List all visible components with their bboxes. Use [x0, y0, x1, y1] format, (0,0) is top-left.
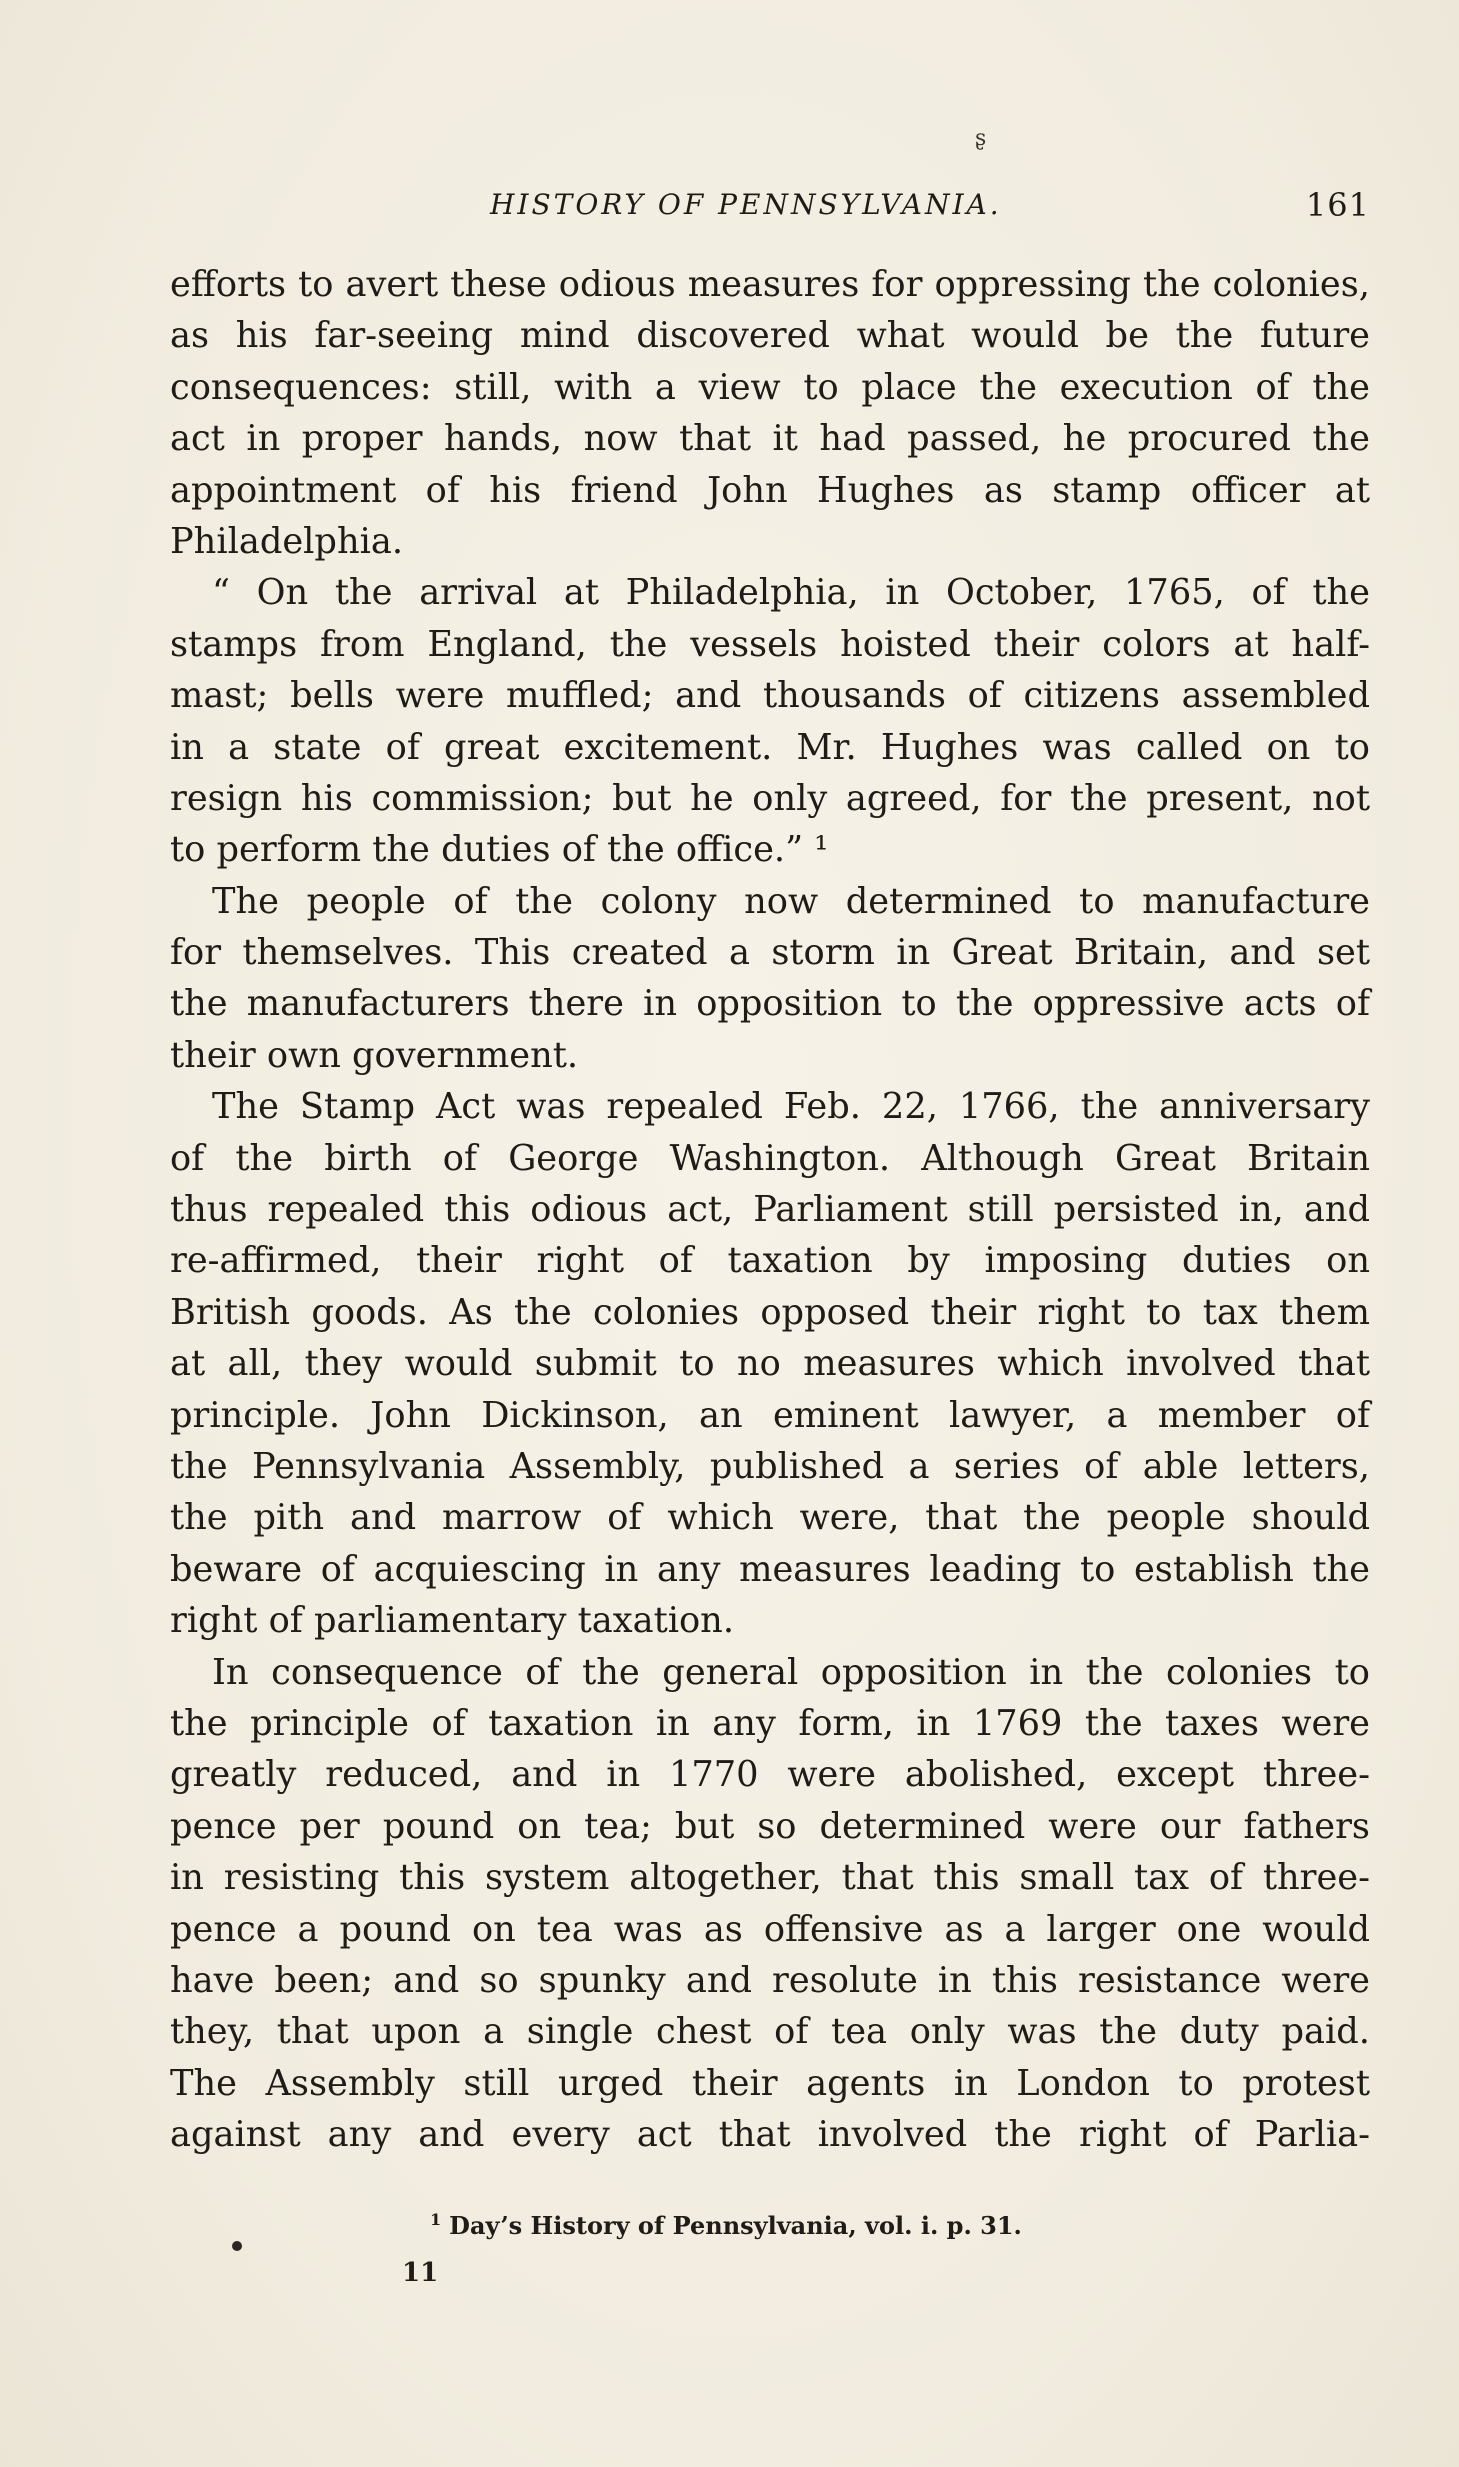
text-line: appointment of his friend John Hughes as stamp officer at [170, 469, 1370, 511]
text-line: in a state of great excitement. Mr. Hughes was called on to [170, 726, 1370, 768]
text-line: British goods. As the colonies opposed their right to tax them [170, 1291, 1370, 1333]
signature-mark: 11 [402, 2258, 439, 2288]
text-line: pence a pound on tea was as offensive as a larger one would [170, 1908, 1370, 1950]
ink-speck: ʂ [975, 126, 987, 151]
text-line: consequences: still, with a view to place the execution of the [170, 366, 1370, 408]
text-line: of the birth of George Washington. Although Great Britain [170, 1137, 1370, 1179]
text-line: mast; bells were muffled; and thousands of citizens assembled [170, 675, 1370, 717]
text-line: The Stamp Act was repealed Feb. 22, 1766, the anniversary [212, 1086, 1370, 1128]
text-line: “ On the arrival at Philadelphia, in October, 1765, of the [212, 572, 1370, 614]
text-line: re-affirmed, their right of taxation by imposing duties on [170, 1240, 1370, 1282]
text-line: as his far-seeing mind discovered what would be the future [170, 315, 1370, 357]
text-line: they, that upon a single chest of tea only was the duty paid. [170, 2011, 1370, 2053]
footnote-marker: 1 [430, 2210, 442, 2229]
footnote [430, 2210, 1330, 2240]
text-line: resign his commission; but he only agreed, for the present, not [170, 777, 1370, 819]
text-line: the principle of taxation in any form, in 1769 the taxes were [170, 1702, 1370, 1744]
text-line: in resisting this system altogether, that this small tax of three- [170, 1857, 1370, 1899]
text-line: stamps from England, the vessels hoisted their colors at half- [170, 623, 1370, 665]
text-line: right of parliamentary taxation. [170, 1600, 735, 1642]
text-line: the Pennsylvania Assembly, published a series of able letters, [170, 1445, 1370, 1487]
footnote-text: Day’s History of Pennsylvania, vol. i. p. 31. [449, 2211, 1022, 2240]
running-head: HISTORY OF PENNSYLVANIA. [490, 188, 1002, 221]
text-line: The people of the colony now determined to manufacture [212, 880, 1370, 922]
text-line: against any and every act that involved the right of Parlia- [170, 2114, 1370, 2156]
text-line: thus repealed this odious act, Parliament still persisted in, and [170, 1189, 1370, 1231]
text-line: principle. John Dickinson, an eminent lawyer, a member of [170, 1394, 1370, 1436]
text-line: Philadelphia. [170, 520, 404, 562]
text-line: In consequence of the general opposition in the colonies to [212, 1651, 1370, 1693]
text-line: pence per pound on tea; but so determined were our fathers [170, 1805, 1370, 1847]
text-line: beware of acquiescing in any measures leading to establish the [170, 1548, 1370, 1590]
page-header [490, 188, 1370, 228]
text-line: for themselves. This created a storm in Great Britain, and set [170, 932, 1370, 974]
page-number: 161 [1305, 186, 1370, 224]
text-line: efforts to avert these odious measures for oppressing the colonies, [170, 264, 1370, 305]
text-line: act in proper hands, now that it had passed, he procured the [170, 418, 1370, 460]
body-text [170, 259, 1370, 2160]
text-line: the manufacturers there in opposition to the oppressive acts of [170, 983, 1370, 1025]
ink-dot [232, 2241, 242, 2251]
text-line: greatly reduced, and in 1770 were abolished, except three- [170, 1754, 1370, 1796]
text-line: their own government. [170, 1034, 579, 1076]
text-line: the pith and marrow of which were, that the people should [170, 1497, 1370, 1539]
text-line: to perform the duties of the office.” ¹ [170, 829, 829, 871]
text-line: The Assembly still urged their agents in London to protest [170, 2062, 1370, 2104]
text-line: at all, they would submit to no measures which involved that [170, 1343, 1370, 1385]
text-line: have been; and so spunky and resolute in this resistance were [170, 1959, 1370, 2001]
